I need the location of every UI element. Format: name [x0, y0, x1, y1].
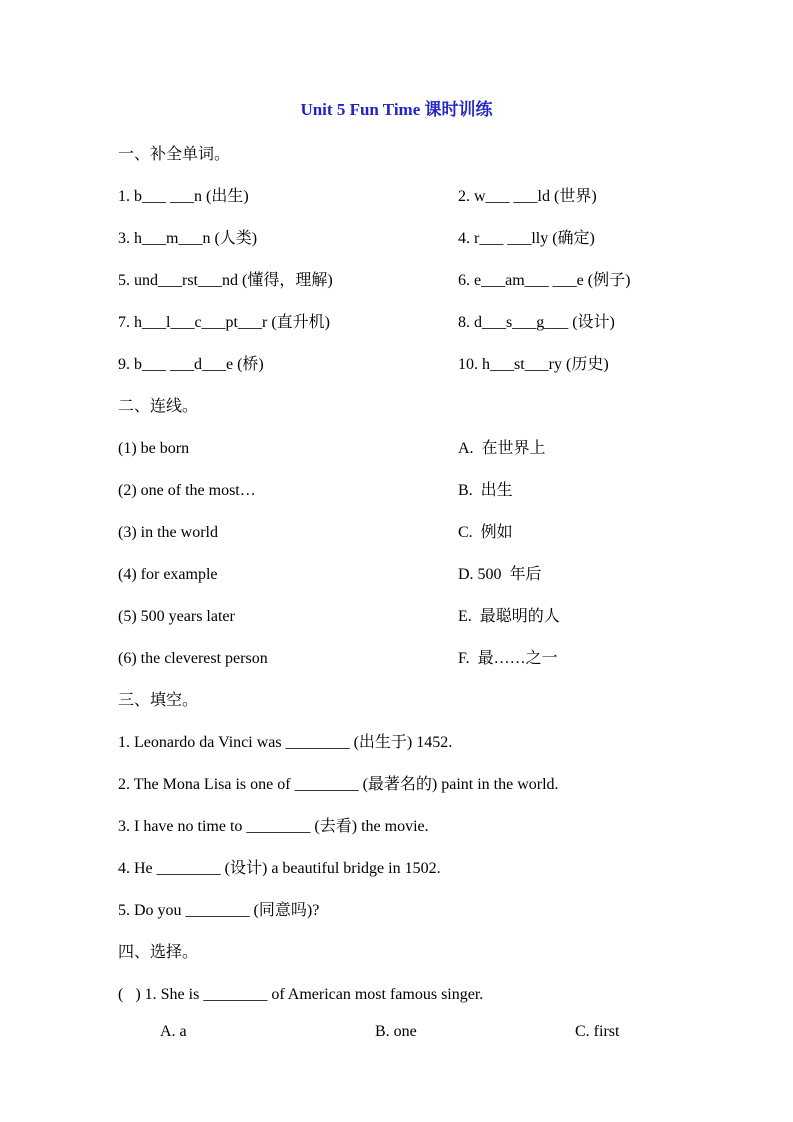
- match-right: E. 最聪明的人: [458, 608, 560, 625]
- match-right: B. 出生: [458, 482, 513, 499]
- section-heading-choice: 四、选择。: [118, 944, 199, 961]
- match-right: F. 最……之一: [458, 650, 558, 667]
- fill-item: 5. Do you ________ (同意吗)?: [118, 902, 320, 919]
- worksheet-content: [0, 134, 793, 1048]
- match-left: (6) the cleverest person: [118, 650, 268, 667]
- match-right: C. 例如: [458, 524, 513, 541]
- fill-item: 3. I have no time to ________ (去看) the movie.: [118, 818, 429, 835]
- match-right: A. 在世界上: [458, 440, 546, 457]
- match-row: [118, 596, 713, 638]
- match-left: (5) 500 years later: [118, 608, 235, 625]
- fill-item: 1. Leonardo da Vinci was ________ (出生于) 1452.: [118, 734, 453, 751]
- match-row: [118, 638, 713, 680]
- word-item: 10. h___st___ry (历史): [458, 356, 609, 373]
- word-item: 4. r___ ___lly (确定): [458, 230, 595, 247]
- match-left: (1) be born: [118, 440, 190, 457]
- worksheet-title: Unit 5 Fun Time 课时训练: [300, 100, 493, 119]
- word-item: 3. h___m___n (人类): [118, 230, 258, 247]
- match-left: (4) for example: [118, 566, 218, 583]
- choice-option-b: B. one: [375, 1023, 417, 1040]
- choice-option-c: C. first: [575, 1023, 620, 1040]
- fill-item: 4. He ________ (设计) a beautiful bridge in 1502.: [118, 860, 441, 877]
- word-item: 2. w___ ___ld (世界): [458, 188, 597, 205]
- match-row: [118, 470, 713, 512]
- section-heading-matching: 二、连线。: [118, 398, 199, 415]
- word-item: 6. e___am___ ___e (例子): [458, 272, 631, 289]
- word-row: [118, 260, 713, 302]
- match-row: [118, 554, 713, 596]
- word-item: 9. b___ ___d___e (桥): [118, 356, 264, 373]
- word-item: 5. und___rst___nd (懂得，理解): [118, 272, 333, 289]
- word-item: 8. d___s___g___ (设计): [458, 314, 615, 331]
- match-left: (2) one of the most…: [118, 482, 256, 499]
- match-right: D. 500 年后: [458, 566, 542, 583]
- match-row: [118, 428, 713, 470]
- section-heading-fill-blanks: 三、填空。: [118, 692, 199, 709]
- word-item: 7. h___l___c___pt___r (直升机): [118, 314, 330, 331]
- choice-question: ( ) 1. She is ________ of American most famous singer.: [118, 986, 484, 1003]
- match-left: (3) in the world: [118, 524, 218, 541]
- section-heading-complete-words: 一、补全单词。: [118, 146, 231, 163]
- match-row: [118, 512, 713, 554]
- fill-item: 2. The Mona Lisa is one of ________ (最著名的) paint in the world.: [118, 776, 559, 793]
- choice-options-row: [118, 1016, 713, 1048]
- word-row: [118, 344, 713, 386]
- choice-option-a: A. a: [160, 1023, 187, 1040]
- word-row: [118, 176, 713, 218]
- word-row: [118, 218, 713, 260]
- word-item: 1. b___ ___n (出生): [118, 188, 249, 205]
- word-row: [118, 302, 713, 344]
